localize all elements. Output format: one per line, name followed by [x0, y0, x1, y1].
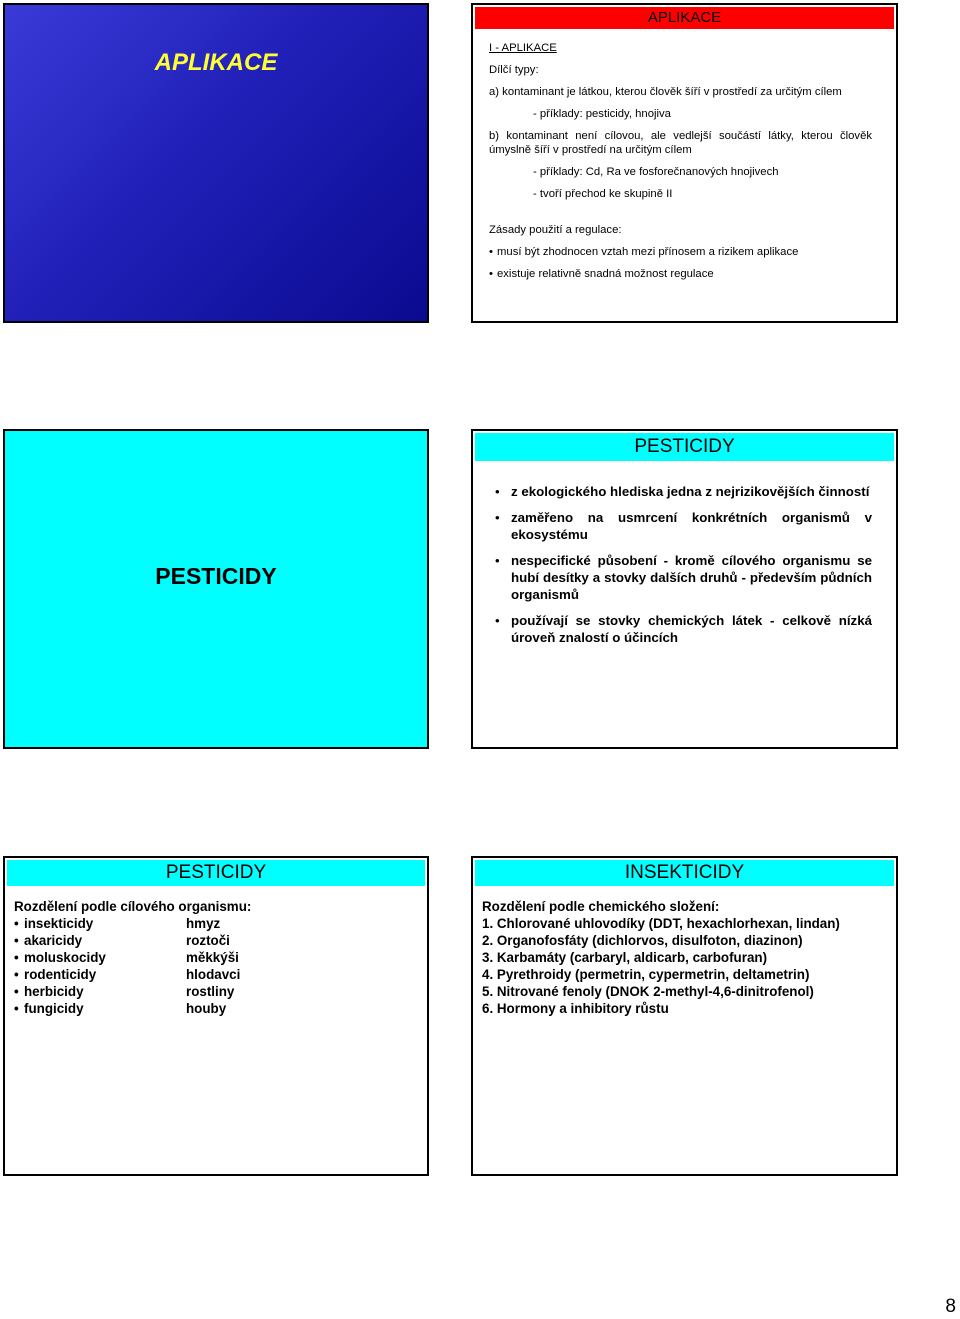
target-organism: hmyz: [186, 916, 221, 931]
slide-pesticidy-classification: [3, 856, 429, 1176]
pesticide-name: insekticidy: [24, 916, 94, 931]
bullet: •: [14, 1001, 19, 1016]
slide-body: [489, 41, 872, 281]
classification-row: [14, 915, 417, 932]
slide-aplikace-content: [471, 3, 898, 323]
numbered-item: 3. Karbamáty (carbaryl, aldicarb, carbofuran): [482, 950, 768, 965]
classification-row: [14, 949, 417, 966]
numbered-item: 1. Chlorované uhlovodíky (DDT, hexachlorhexan, lindan): [482, 916, 840, 931]
slide-header: PESTICIDY: [7, 860, 425, 886]
slide-pesticidy-content: [471, 429, 898, 749]
classification-row: [14, 966, 417, 983]
target-organism: roztoči: [186, 933, 230, 948]
slide-body: [482, 898, 886, 1017]
slide-title: APLIKACE: [154, 49, 278, 76]
bullet-item: • z ekologického hlediska jedna z nejrizikovějších činností: [495, 483, 872, 500]
pesticide-name: herbicidy: [24, 984, 84, 999]
type-b-text: b) kontaminant není cílovou, ale vedlejší součástí látky, kterou člověk úmyslně šíří v prostředí na určitým cílem: [489, 130, 872, 156]
pesticide-name: akaricidy: [24, 933, 83, 948]
principle-item: • existuje relativně snadná možnost regulace: [489, 267, 872, 281]
slide-aplikace-title: [3, 3, 429, 323]
section-heading: I - APLIKACE: [489, 42, 557, 54]
classification-row: [14, 983, 417, 1000]
type-a-text: a) kontaminant je látkou, kterou člověk šíří v prostředí za určitým cílem: [489, 86, 842, 98]
bullet-item: • nespecifické působení - kromě cílového organismu se hubí desítky a stovky dalších druhů - především půdních organismů: [495, 552, 872, 603]
target-organism: hlodavci: [186, 967, 241, 982]
classification-intro: Rozdělení podle cílového organismu:: [14, 899, 252, 914]
numbered-item: 2. Organofosfáty (dichlorvos, disulfoton, diazinon): [482, 933, 803, 948]
slide-header: INSEKTICIDY: [475, 860, 894, 886]
classification-row: [14, 932, 417, 949]
classification-row: [14, 1000, 417, 1017]
bullet-item: • používají se stovky chemických látek - celkově nízká úroveň znalostí o účincích: [495, 612, 872, 646]
type-b-example-2: - tvoří přechod ke skupině II: [533, 188, 673, 200]
principle-item: • musí být zhodnocen vztah mezi přínosem a rizikem aplikace: [489, 245, 872, 259]
bullet: •: [14, 950, 19, 965]
pesticide-name: rodenticidy: [24, 967, 97, 982]
slide-body: [14, 898, 417, 1017]
slide-body: [495, 483, 872, 646]
bullet: •: [14, 967, 19, 982]
type-a-example: - příklady: pesticidy, hnojiva: [533, 108, 671, 120]
target-organism: rostliny: [186, 984, 235, 999]
target-organism: měkkýši: [186, 950, 239, 965]
slide-header: APLIKACE: [475, 7, 894, 29]
classification-intro: Rozdělení podle chemického složení:: [482, 899, 720, 914]
type-b-example-1: - příklady: Cd, Ra ve fosforečnanových hnojivech: [533, 166, 779, 178]
numbered-item: 5. Nitrované fenoly (DNOK 2-methyl-4,6-dinitrofenol): [482, 984, 814, 999]
pesticide-name: moluskocidy: [24, 950, 106, 965]
page-number: 8: [945, 1296, 956, 1317]
target-organism: houby: [186, 1001, 227, 1016]
numbered-item: 4. Pyrethroidy (permetrin, cypermetrin, deltametrin): [482, 967, 810, 982]
subheading: Dílčí typy:: [489, 64, 539, 76]
principles-title: Zásady použití a regulace:: [489, 224, 622, 236]
bullet: •: [14, 984, 19, 999]
bullet: •: [14, 916, 19, 931]
slide-title: PESTICIDY: [155, 563, 277, 589]
bullet: •: [14, 933, 19, 948]
pesticide-name: fungicidy: [24, 1001, 84, 1016]
numbered-item: 6. Hormony a inhibitory růstu: [482, 1001, 669, 1016]
bullet-item: • zaměřeno na usmrcení konkrétních organismů v ekosystému: [495, 509, 872, 543]
slide-insekticidy: [471, 856, 898, 1176]
slide-header: PESTICIDY: [475, 433, 894, 461]
slide-pesticidy-title: [3, 429, 429, 749]
